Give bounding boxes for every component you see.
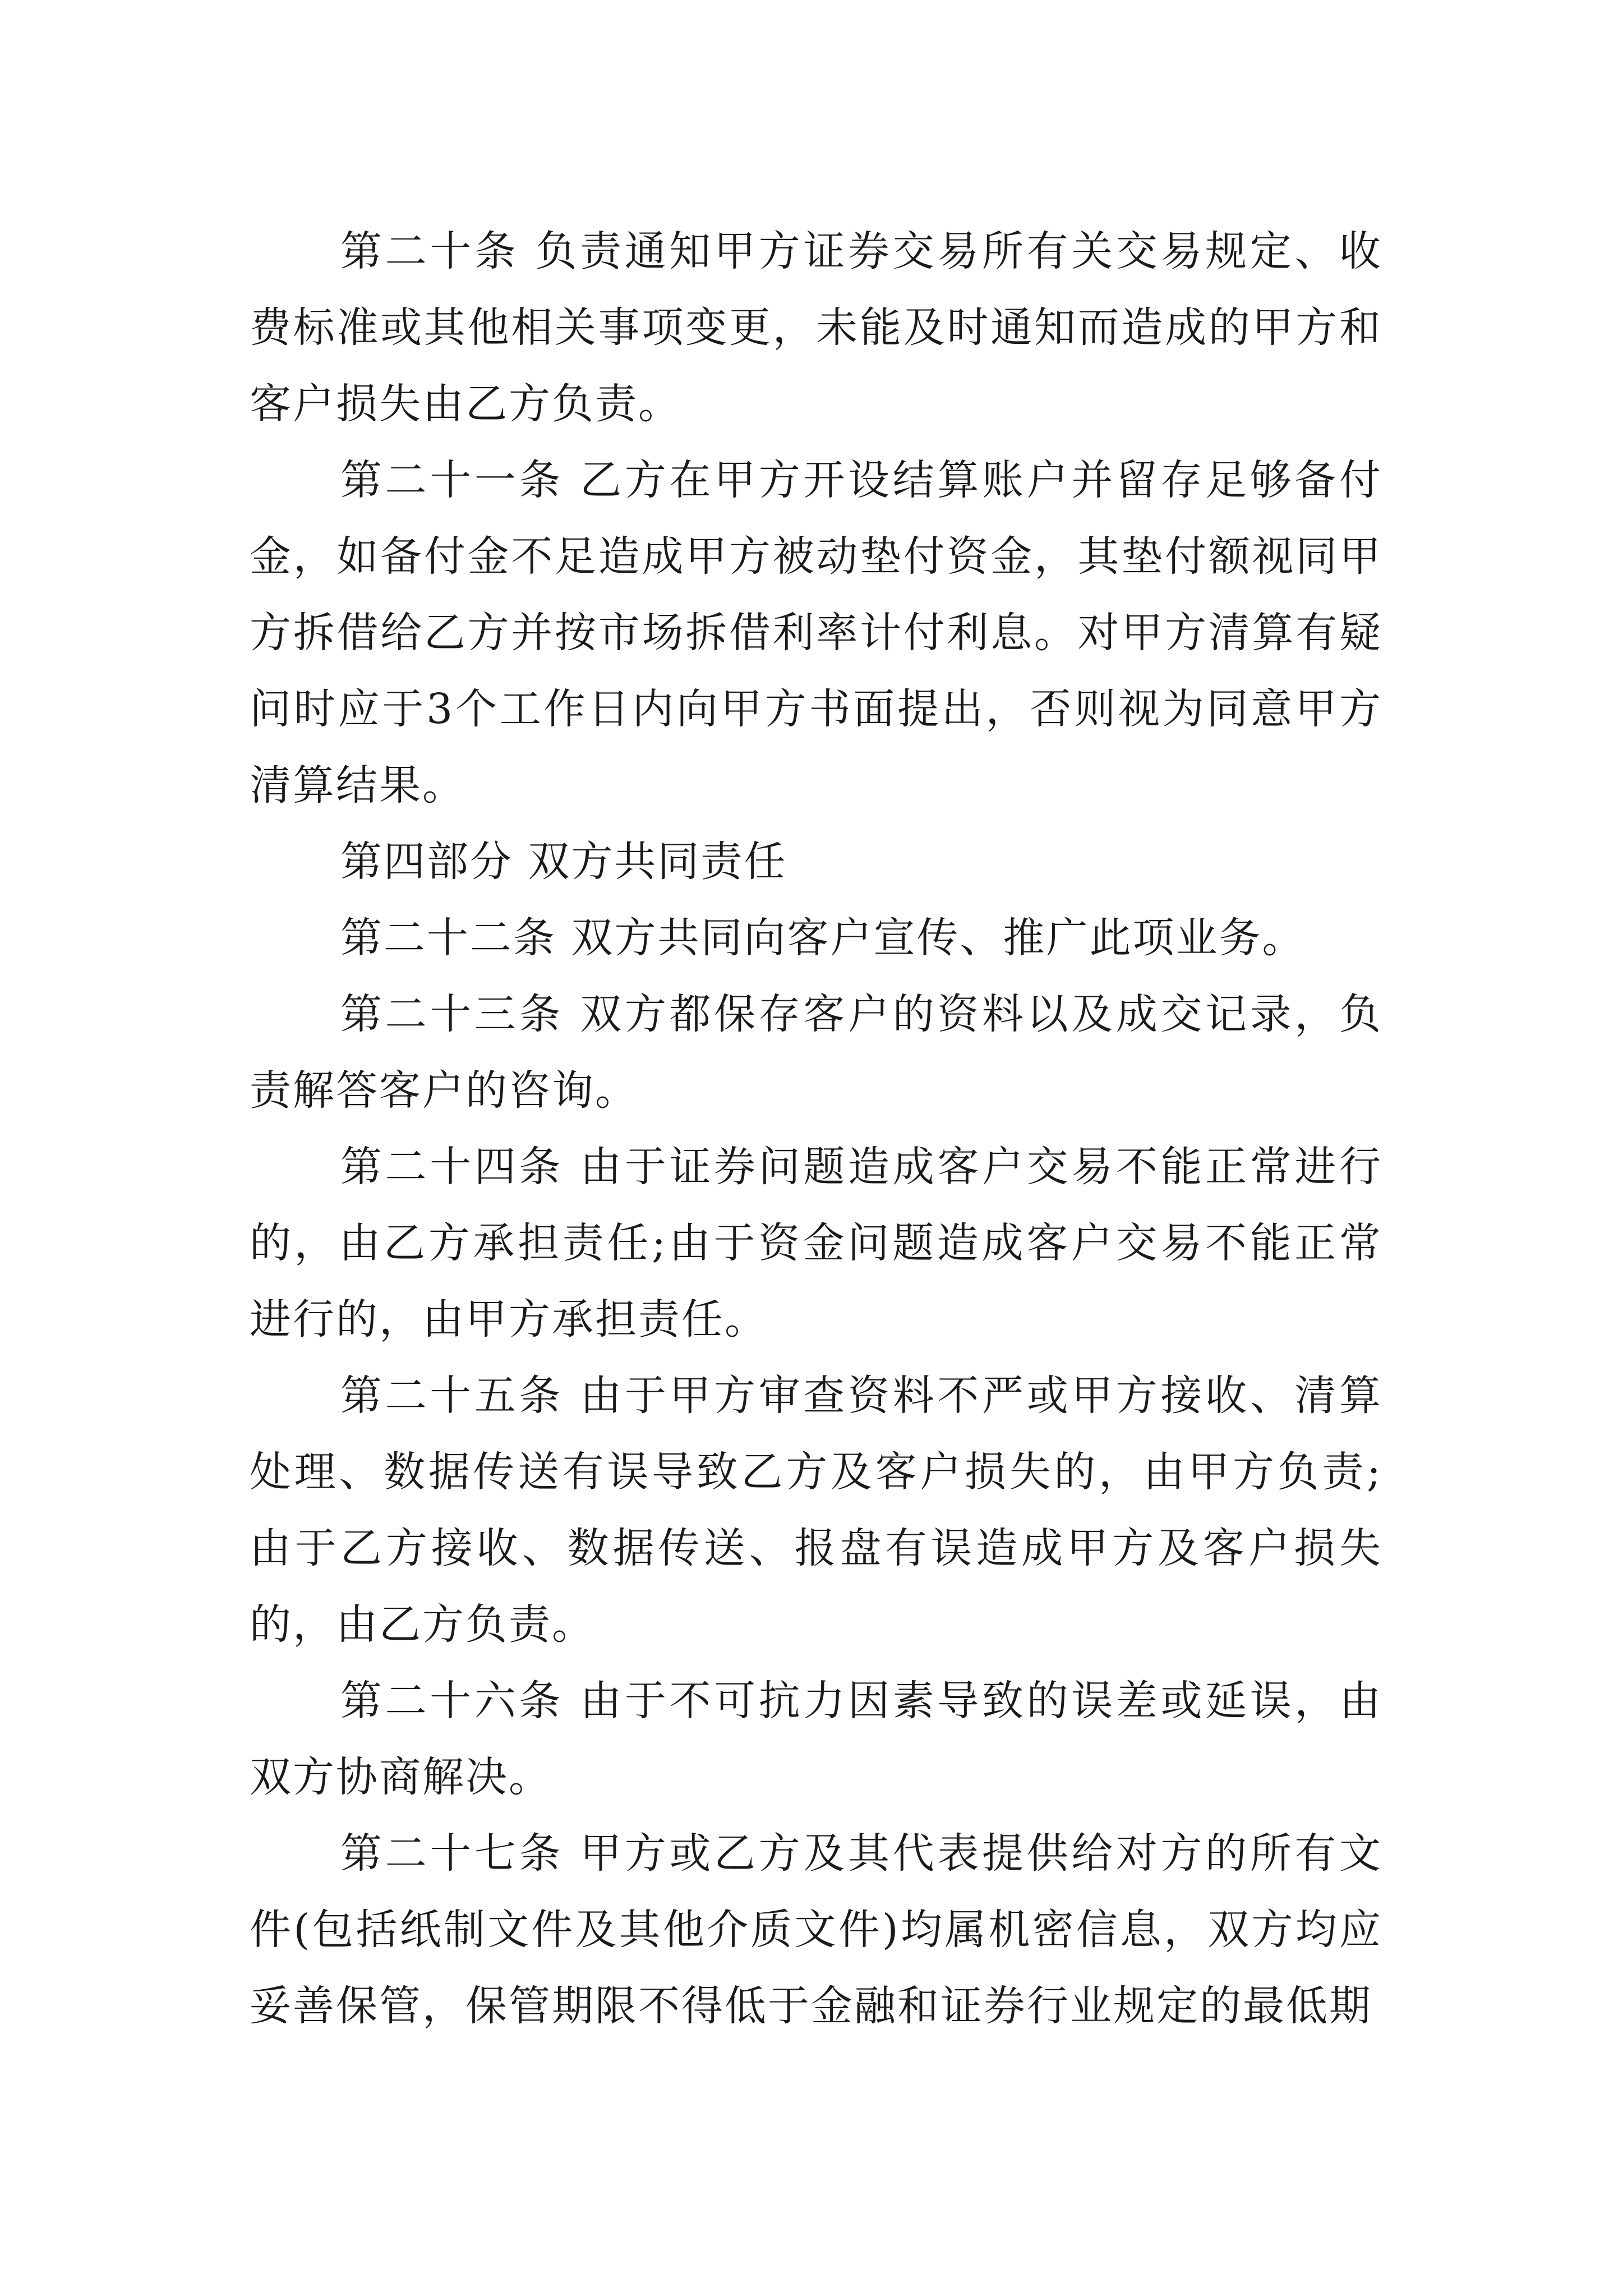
document-body: [250, 213, 1382, 2044]
article-22-paragraph: 第二十二条 双方共同向客户宣传、推广此项业务。: [340, 914, 1306, 962]
article-27-paragraph: 第二十七条 甲方或乙方及其代表提供给对方的所有文件(包括纸制文件及其他介质文件)均属机密信息，双方均应妥善保管，保管期限不得低于金融和证券行业规定的最低期: [250, 1829, 1382, 2030]
article-26-paragraph: 第二十六条 由于不可抗力因素导致的误差或延误，由双方协商解决。: [250, 1677, 1382, 1801]
article-20-paragraph: 第二十条 负责通知甲方证券交易所有关交易规定、收费标准或其他相关事项变更，未能及时通知而造成的甲方和客户损失由乙方负责。: [250, 227, 1382, 428]
article-21-paragraph: 第二十一条 乙方在甲方开设结算账户并留存足够备付金，如备付金不足造成甲方被动垫付资金，其垫付额视同甲方拆借给乙方并按市场拆借利率计付利息。对甲方清算有疑问时应于3个工作日内向甲方书面提出，否则视为同意甲方清算结果。: [250, 456, 1382, 809]
article-25-paragraph: 第二十五条 由于甲方审查资料不严或甲方接收、清算处理、数据传送有误导致乙方及客户损失的，由甲方负责;由于乙方接收、数据传送、报盘有误造成甲方及客户损失的，由乙方负责。: [250, 1372, 1382, 1649]
part-4-heading: 第四部分 双方共同责任: [340, 838, 787, 886]
article-23-paragraph: 第二十三条 双方都保存客户的资料以及成交记录，负责解答客户的咨询。: [250, 990, 1382, 1115]
article-24-paragraph: 第二十四条 由于证券问题造成客户交易不能正常进行的，由乙方承担责任;由于资金问题造成客户交易不能正常进行的，由甲方承担责任。: [250, 1143, 1382, 1343]
